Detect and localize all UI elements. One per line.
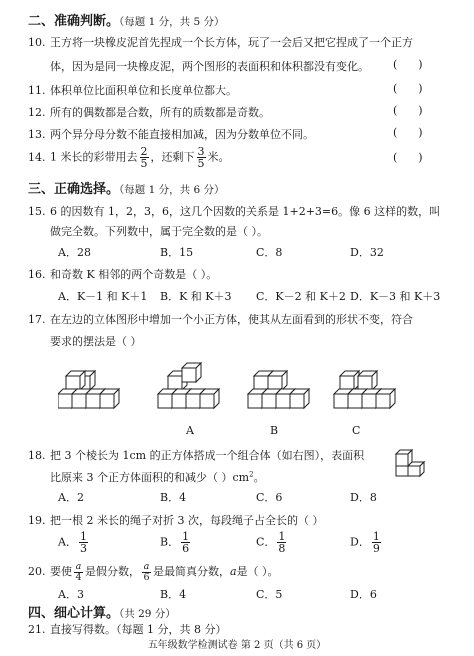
option-a[interactable]: A．2 — [58, 491, 84, 504]
option-c[interactable] — [256, 531, 288, 554]
question-number: 21. — [28, 623, 46, 636]
denominator: 3 — [79, 542, 87, 555]
question-number: 12. — [28, 106, 46, 119]
figure-label-a[interactable]: A — [186, 424, 194, 437]
question-17 — [28, 311, 413, 327]
option-b[interactable]: B．K 和 K＋3 — [160, 290, 232, 303]
question-12 — [28, 104, 270, 120]
numerator: a — [75, 561, 82, 572]
question-number: 15. — [28, 205, 46, 218]
section-title: 四、细心计算。 — [28, 606, 120, 621]
question-text: 6 的因数有 1，2，3，6，这几个因数的关系是 1+2+3=6。像 6 这样的数，叫 — [50, 205, 441, 218]
question-number: 20. — [28, 565, 46, 578]
question-text: ，还剩下 — [150, 150, 195, 164]
question-21 — [28, 621, 226, 637]
question-text: 是最简真分数， — [153, 565, 230, 578]
question-text: 把 3 个棱长为 1cm 的正方体搭成一个组合体（如右图），表面积 — [50, 449, 365, 462]
fraction — [277, 531, 286, 554]
option-d[interactable] — [350, 531, 383, 554]
question-10 — [28, 34, 413, 50]
answer-paren[interactable]: ( ) — [393, 58, 423, 71]
option-b[interactable] — [160, 531, 192, 554]
numerator: a — [143, 561, 150, 572]
question-number: 14. — [28, 150, 46, 164]
superscript: 2 — [249, 470, 254, 479]
section-heading-calc — [28, 602, 176, 621]
question-number: 13. — [28, 128, 46, 141]
section-note: （每题 1 分，共 6 分） — [119, 184, 225, 196]
cube-figures — [58, 360, 438, 420]
answer-paren[interactable]: ( ) — [393, 151, 423, 164]
question-text: 王方将一块橡皮泥首先捏成一个长方体，玩了一会后又把它捏成了一个正方 — [50, 36, 413, 49]
section-heading-choice — [28, 178, 224, 197]
question-number: 19. — [28, 514, 46, 527]
fraction — [79, 531, 88, 554]
fraction — [140, 146, 149, 169]
section-title: 二、准确判断。 — [28, 14, 120, 29]
section-note: （每题 1 分，共 5 分） — [119, 16, 225, 28]
answer-paren[interactable]: ( ) — [393, 126, 423, 139]
option-d[interactable]: D．8 — [350, 491, 377, 504]
question-19 — [28, 512, 323, 528]
numerator: 1 — [182, 530, 190, 543]
denominator: 5 — [197, 157, 205, 170]
question-number: 18. — [28, 449, 46, 462]
question-20 — [28, 562, 279, 582]
option-b[interactable]: B．15 — [160, 246, 194, 259]
variable: a — [230, 565, 237, 578]
denominator: 6 — [182, 542, 190, 555]
question-16 — [28, 266, 217, 282]
fraction — [197, 146, 206, 169]
figure-label-c[interactable]: C — [352, 424, 361, 437]
fraction — [372, 531, 381, 554]
question-15-line2: 做完全数。下列数中，属于完全数的是（ ）。 — [50, 225, 268, 238]
question-14 — [28, 146, 230, 169]
question-13 — [28, 126, 314, 142]
section-note: （共 29 分） — [119, 608, 176, 620]
option-letter: B． — [160, 535, 180, 549]
question-text: 比原来 3 个正方体面积的和减少（ ）cm — [50, 471, 250, 484]
fraction — [181, 531, 190, 554]
answer-paren[interactable]: ( ) — [393, 82, 423, 95]
question-number: 17. — [28, 313, 46, 326]
section-title: 三、正确选择。 — [28, 182, 120, 197]
option-a[interactable]: A．3 — [58, 588, 84, 601]
question-text: 把一根 2 米长的绳子对折 3 次，每段绳子占全长的（ ） — [50, 514, 324, 527]
original-shape-figure — [58, 371, 119, 408]
question-text: 所有的偶数都是合数，所有的质数都是奇数。 — [50, 106, 270, 119]
question-10-line2: 体，因为是同一块橡皮泥，两个图形的表面积和体积都没有变化。 — [50, 60, 369, 73]
question-text: 在左边的立体图形中增加一个小正方体，使其从左面看到的形状不变，符合 — [50, 313, 413, 326]
question-number: 11. — [28, 84, 46, 97]
question-text: 和奇数 K 相邻的两个奇数是（ ）。 — [50, 268, 218, 281]
option-b[interactable]: B．4 — [160, 491, 187, 504]
option-b[interactable]: B．4 — [160, 588, 187, 601]
option-d[interactable]: D．K－3 和 K＋3 — [350, 290, 441, 303]
page-footer: 五年级数学检测试卷 第 2 页（共 6 页） — [147, 640, 327, 651]
option-c[interactable]: C．5 — [256, 588, 283, 601]
section-heading-judge — [28, 10, 224, 29]
question-text: 。 — [253, 471, 265, 484]
denominator: 4 — [75, 571, 82, 583]
fraction — [142, 562, 151, 582]
question-11 — [28, 82, 237, 98]
option-c[interactable]: C．8 — [256, 246, 283, 259]
denominator: 6 — [143, 571, 150, 583]
numerator: 1 — [79, 530, 87, 543]
combined-cubes-figure — [394, 444, 444, 478]
figure-label-b[interactable]: B — [270, 424, 279, 437]
option-letter: D． — [350, 535, 370, 549]
option-letter: C． — [256, 535, 276, 549]
option-letter: A． — [58, 535, 77, 549]
option-a[interactable] — [58, 531, 90, 554]
question-number: 16. — [28, 268, 46, 281]
numerator: 2 — [140, 145, 148, 158]
question-15 — [28, 203, 440, 219]
question-number: 10. — [28, 36, 46, 49]
denominator: 9 — [372, 542, 380, 555]
option-c[interactable]: C．K－2 和 K＋2 — [256, 290, 346, 303]
answer-paren[interactable]: ( ) — [393, 104, 423, 117]
question-text: 米。 — [207, 150, 230, 164]
option-d[interactable]: D．6 — [350, 588, 377, 601]
denominator: 8 — [278, 542, 286, 555]
numerator: 1 — [278, 530, 286, 543]
question-18 — [28, 447, 364, 463]
option-d[interactable]: D．32 — [350, 246, 384, 259]
question-text: 直接写得数。（每题 1 分，共 8 分） — [50, 623, 227, 636]
option-c-figure[interactable] — [334, 371, 395, 408]
question-text: 两个异分母分数不能直接相加减，因为分数单位不同。 — [50, 128, 314, 141]
question-18-line2 — [50, 469, 265, 485]
option-b-figure[interactable] — [248, 371, 309, 408]
option-c[interactable]: C．6 — [256, 491, 283, 504]
question-text: 要使 — [50, 565, 72, 578]
question-text: 1 米长的彩带用去 — [50, 150, 138, 164]
option-a[interactable]: A．K－1 和 K＋1 — [58, 290, 148, 303]
numerator: 3 — [197, 145, 205, 158]
fraction — [74, 562, 83, 582]
option-a[interactable]: A．28 — [58, 246, 91, 259]
question-text: 是假分数， — [85, 565, 140, 578]
question-17-line2: 要求的摆法是（ ） — [50, 335, 142, 348]
numerator: 1 — [372, 530, 380, 543]
question-text: 是（ ）。 — [236, 565, 279, 578]
question-text: 体积单位比面积单位和长度单位都大。 — [50, 84, 237, 97]
denominator: 5 — [140, 157, 148, 170]
option-a-figure[interactable] — [158, 363, 219, 408]
